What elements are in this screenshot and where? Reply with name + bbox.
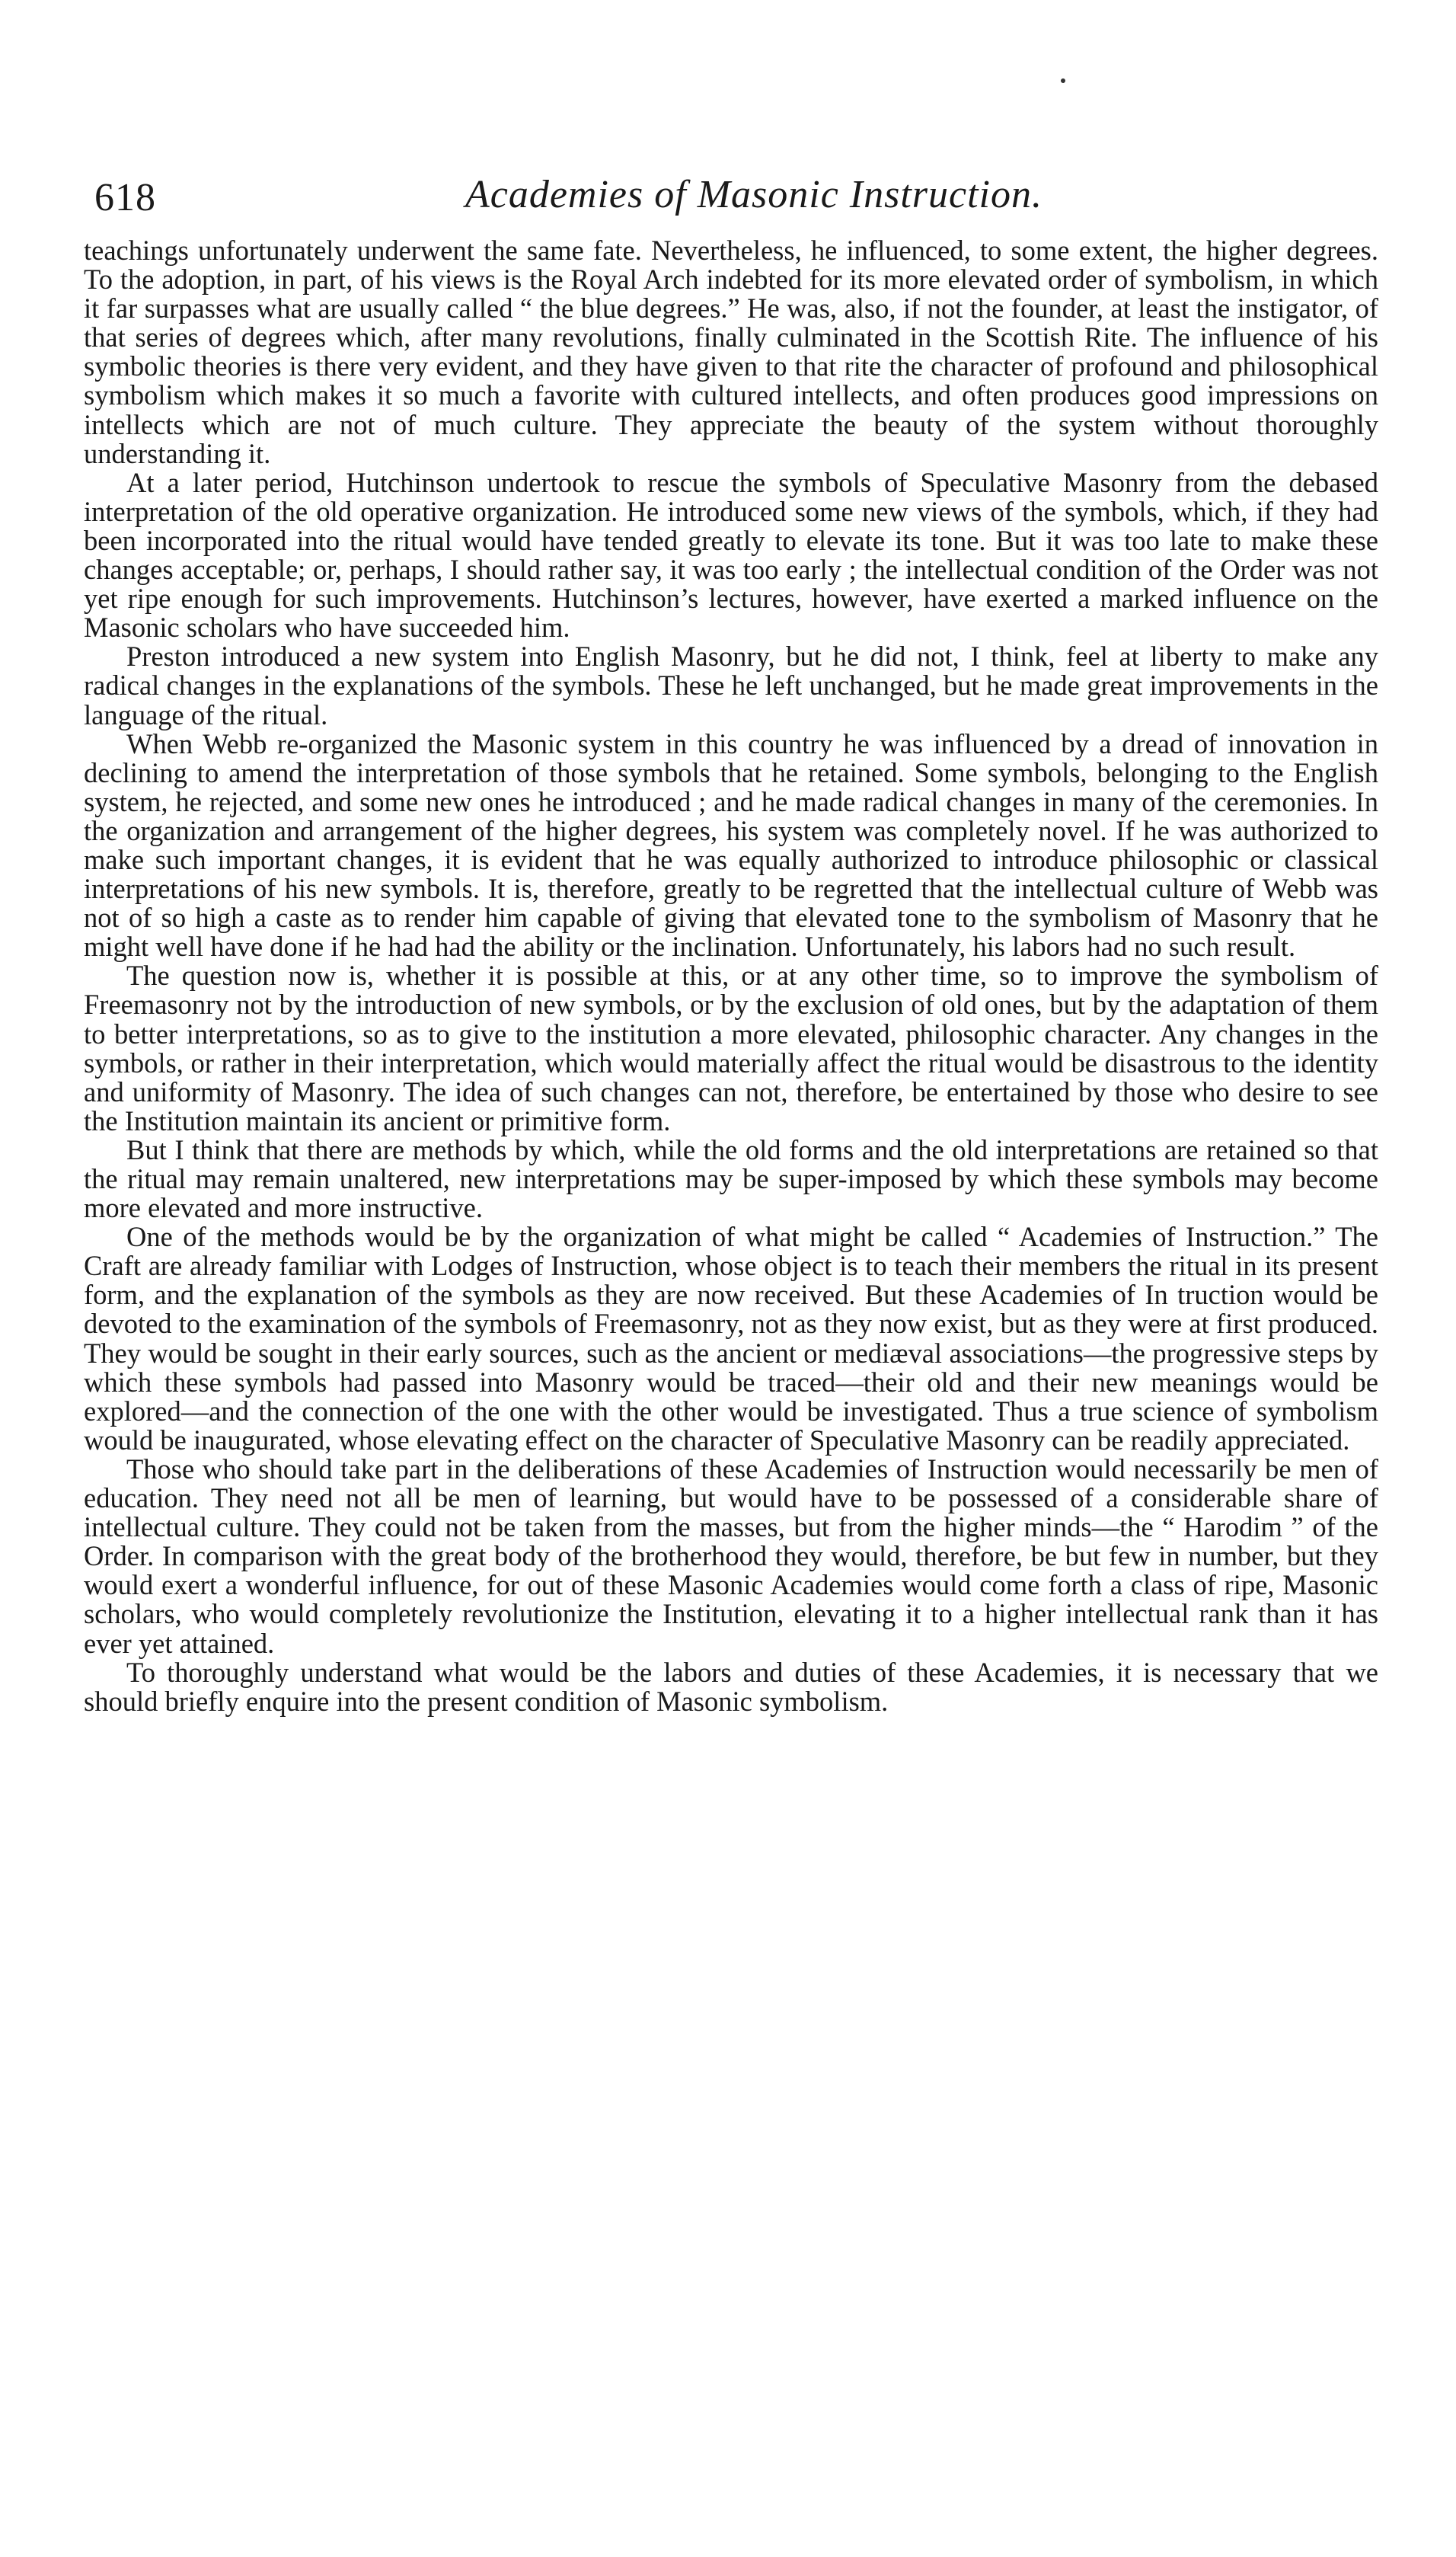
- paragraph-webb: When Webb re-organized the Masonic system in this country he was influenced by a dread of innovation in declining to amend the interpretation of those symbols that he retained. Some symbols, belonging to the English system, he rejected, and some new ones he introduced ; and he made radical changes in many of the ceremonies. In the organization and arrangement of the higher degrees, his system was completely novel. If he was authorized to make such important changes, it is evident that he was equally authorized to introduce philosophic or classical interpretations of his new symbols. It is, therefore, greatly to be regretted that the intellectual culture of Webb was not of so high a caste as to render him capable of giving that elevated tone to the symbolism of Masonry that he might well have done if he had had the ability or the inclination. Unfortunately, his labors had no such result.: [84, 727, 1378, 963]
- page-header: [84, 152, 1378, 236]
- body-text: [84, 236, 1378, 1716]
- paragraph-methods: But I think that there are methods by which, while the old forms and the old interpretations are retained so that the ritual may remain unaltered, new interpretations may be super-imposed by which these symbols may become more elevated and more instructive.: [84, 1133, 1378, 1224]
- paragraph-preston: Preston introduced a new system into English Masonry, but he did not, I think, feel at liberty to make any radical changes in the explanations of the symbols. These he left unchanged, but he made great improvements in the language of the ritual.: [84, 641, 1378, 730]
- book-page: [84, 152, 1378, 1716]
- running-title: Academies of Masonic Instruction.: [465, 173, 1043, 216]
- paragraph-hutchinson: At a later period, Hutchinson undertook to rescue the symbols of Speculative Masonry from the debased interpretation of the old operative organization. He introduced some new views of the symbols, which, if they had been incorporated into the ritual would have tended greatly to elevate its tone. But it was too late to make these changes acceptable; or, perhaps, I should rather say, it was too early ; the intellectual condition of the Order was not yet ripe enough for such improvements. Hutchinson’s lectures, however, have exerted a marked influence on the Masonic scholars who have succeeded him.: [84, 466, 1378, 644]
- paragraph-conclusion: To thoroughly understand what would be the labors and duties of these Academies, it is necessary that we should briefly enquire into the present condition of Masonic symbolism.: [84, 1656, 1378, 1717]
- paragraph-question: The question now is, whether it is possible at this, or at any other time, so to improve the symbolism of Freemasonry not by the introduction of new symbols, or by the exclusion of old ones, but by the adaptation of them to better interpretations, so as to give to the institution a more elevated, philosophic character. Any changes in the symbols, or rather in their interpretation, which would materially affect the ritual would be disastrous to the identity and uniformity of Masonry. The idea of such changes can not, therefore, be entertained by those who desire to see the Institution maintain its ancient or primitive form.: [84, 960, 1378, 1136]
- paragraph-continued: teachings unfortunately underwent the same fate. Nevertheless, he influenced, to some extent, the higher degrees. To the adoption, in part, of his views is the Royal Arch indebted for its more elevated order of symbolism, in which it far surpasses what are usually called “ the blue degrees.” He was, also, if not the founder, at least the instigator, of that series of degrees which, after many revolutions, finally culminated in the Scottish Rite. The influence of his symbolic theories is there very evident, and they have given to that rite the character of profound and philosophical symbolism which makes it so much a favorite with cultured intellects, and often produces good impressions on intellects which are not of much culture. They appreciate the beauty of the system without thoroughly understanding it.: [84, 235, 1378, 469]
- paper-speck: [1061, 78, 1065, 83]
- page-number: 618: [94, 176, 156, 219]
- paragraph-participants: Those who should take part in the deliberations of these Academies of Instruction would necessarily be men of education. They need not all be men of learning, but would have to be possessed of a considerable share of intellectual culture. They could not be taken from the masses, but from the higher minds—the “ Harodim ” of the Order. In comparison with the great body of the brotherhood they would, therefore, be but few in number, but they would exert a wonderful influence, for out of these Masonic Academies would come forth a class of ripe, Masonic scholars, who would completely revolutionize the Institution, elevating it to a higher intellectual rank than it has ever yet attained.: [84, 1453, 1378, 1659]
- paragraph-academies: One of the methods would be by the organization of what might be called “ Academies of Instruction.” The Craft are already familiar with Lodges of Instruction, whose object is to teach their members the ritual in its present form, and the explanation of the symbols as they are now received. But these Academies of In truction would be devoted to the examination of the symbols of Freemasonry, not as they now exist, but as they were at first produced. They would be sought in their early sources, such as the ancient or mediæval associations—the progressive steps by which these symbols had passed into Masonry would be traced—their old and their new meanings would be explored—and the connection of the one with the other would be investigated. Thus a true science of symbolism would be inaugurated, whose elevating effect on the character of Speculative Masonry can be readily appreciated.: [84, 1221, 1378, 1456]
